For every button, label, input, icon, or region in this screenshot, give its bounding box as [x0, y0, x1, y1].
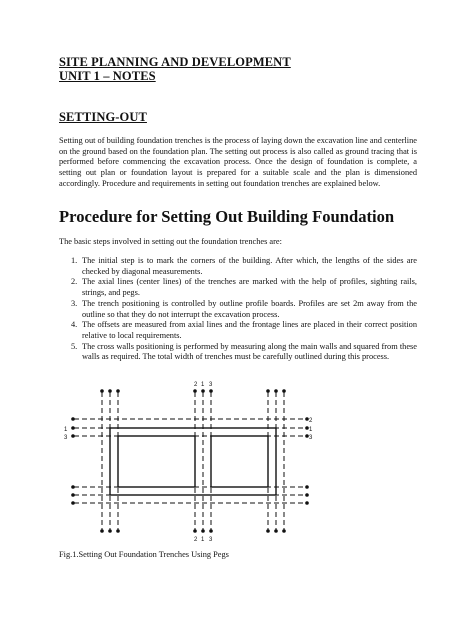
peg-marker: [108, 529, 112, 533]
peg-marker: [71, 434, 75, 438]
pegs: [71, 389, 309, 533]
label-one: 1: [309, 427, 313, 433]
list-item-text: The offsets are measured from axial lines and the frontage lines are placed in their correct position relative to local requirements.: [82, 320, 417, 340]
peg-marker: [266, 529, 270, 533]
peg-marker: [116, 389, 120, 393]
course-title: SITE PLANNING AND DEVELOPMENT: [59, 55, 291, 69]
label-three: 3: [309, 435, 313, 441]
peg-marker: [209, 389, 213, 393]
peg-marker: [193, 389, 197, 393]
intro-paragraph: Setting out of building foundation trenches is the process of laying down the excavation line and centerline on the ground based on the foundation plan. The setting out process is also called as ground tracing that is performed before commencing the excavation process. Once the design of foundation is complete, a setting out plan or foundation layout is prepared for a suitable scale and the plan is dimensioned accordingly. Procedure and requirements in setting out foundation trenches are explained below.: [59, 136, 417, 188]
peg-marker: [209, 529, 213, 533]
peg-marker: [305, 493, 309, 497]
peg-marker: [100, 389, 104, 393]
list-item-number: 2.: [71, 277, 78, 287]
room-outline-right: [211, 436, 268, 487]
peg-marker: [71, 493, 75, 497]
peg-marker: [71, 485, 75, 489]
peg-marker: [305, 485, 309, 489]
list-item-text: The trench positioning is controlled by outline profile boards. Profiles are set 2m away from the outline so that they do not interrupt the excavation process.: [82, 298, 417, 319]
label-three: 3: [209, 537, 213, 543]
peg-marker: [274, 529, 278, 533]
peg-marker: [71, 426, 75, 430]
peg-marker: [100, 529, 104, 533]
list-item-number: 5.: [71, 341, 78, 351]
list-item-text: The cross walls positioning is performed by measuring along the main walls and squared from these walls as required. The total width of trenches must be carefully outlined during this process.: [82, 341, 417, 362]
list-item: [59, 277, 417, 298]
label-one: 1: [64, 427, 68, 433]
label-three: 3: [209, 382, 213, 388]
procedure-heading: Procedure for Setting Out Building Foundation: [59, 207, 395, 226]
outer-wall-outline: [110, 428, 276, 495]
label-one: 1: [201, 382, 205, 388]
peg-marker: [108, 389, 112, 393]
room-outline-left: [118, 436, 195, 487]
peg-marker: [71, 501, 75, 505]
peg-marker: [282, 389, 286, 393]
list-item-text: The initial step is to mark the corners of the building. After which, the lengths of the sides are checked by diagonal measurements.: [82, 256, 417, 276]
steps-list: [59, 256, 417, 363]
label-three: 3: [64, 435, 68, 441]
list-item-text: The axial lines (center lines) of the trenches are marked with the help of profiles, sighting rails, strings, and pegs.: [82, 277, 417, 298]
unit-title: UNIT 1 – NOTES: [59, 69, 156, 83]
peg-marker: [266, 389, 270, 393]
peg-marker: [282, 529, 286, 533]
diagram-lines: [74, 392, 306, 530]
label-one: 1: [201, 537, 205, 543]
label-two: 2: [194, 382, 198, 388]
list-item: [59, 256, 417, 277]
list-item-number: 3.: [71, 298, 78, 308]
list-item-number: 1.: [71, 256, 78, 265]
section-title: SETTING-OUT: [59, 110, 147, 124]
peg-marker: [71, 417, 75, 421]
list-item: [59, 342, 417, 363]
peg-marker: [305, 501, 309, 505]
peg-marker: [116, 529, 120, 533]
label-two: 2: [309, 418, 313, 424]
figure-caption: Fig.1.Setting Out Foundation Trenches Using Pegs: [59, 550, 229, 559]
list-item-number: 4.: [71, 320, 78, 330]
peg-marker: [274, 389, 278, 393]
setting-out-diagram: [60, 378, 320, 543]
list-item: [59, 299, 417, 320]
list-item: [59, 320, 417, 341]
steps-intro: The basic steps involved in setting out the foundation trenches are:: [59, 237, 282, 246]
peg-marker: [201, 389, 205, 393]
label-two: 2: [194, 537, 198, 543]
peg-marker: [201, 529, 205, 533]
peg-marker: [193, 529, 197, 533]
